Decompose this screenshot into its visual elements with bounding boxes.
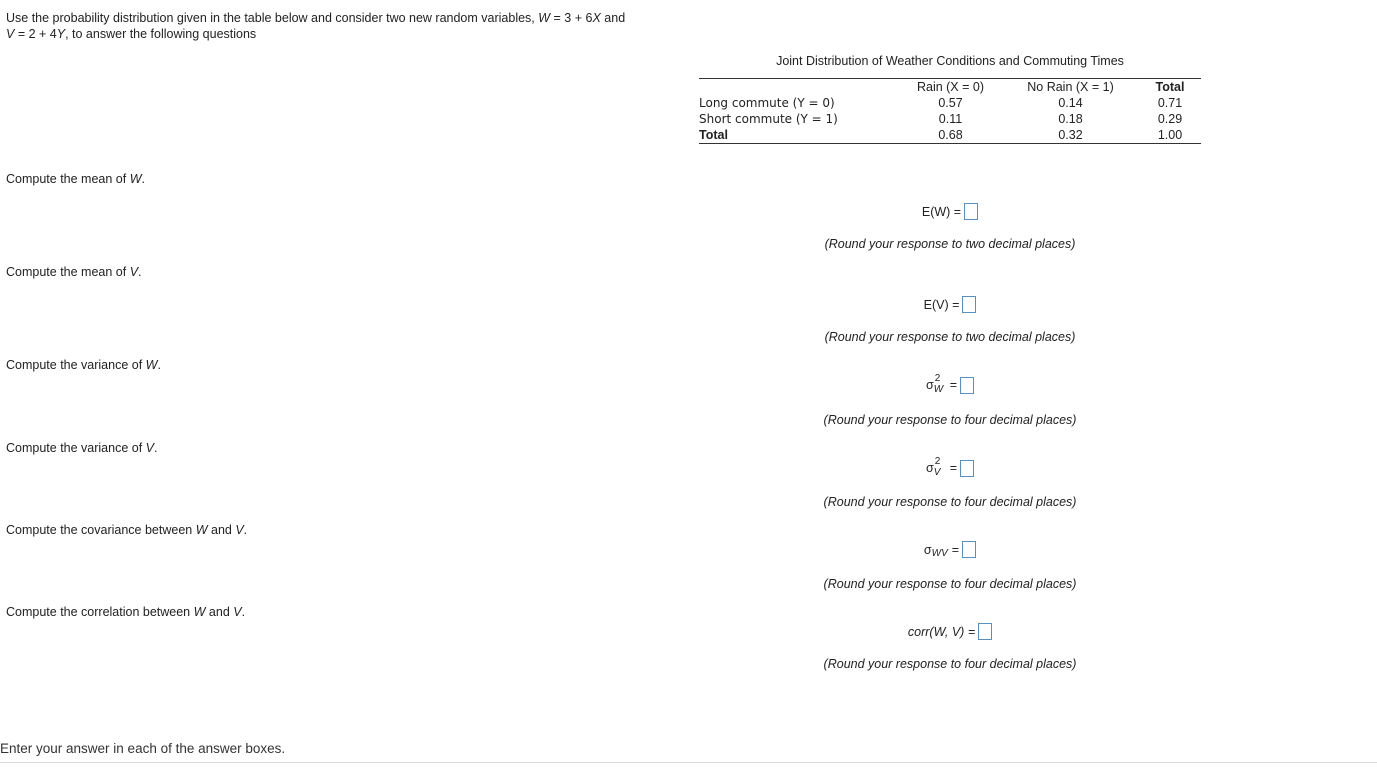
- question-var: V: [235, 523, 244, 537]
- round-hint: (Round your response to four decimal places): [823, 577, 1077, 591]
- sigma-symbol: σ: [923, 542, 932, 557]
- subscript: V: [933, 467, 941, 478]
- table-row: [699, 111, 1201, 127]
- question-text: Compute the variance of: [6, 441, 146, 455]
- sigma-symbol: σ: [925, 378, 934, 392]
- var-v: V: [6, 27, 15, 41]
- intro-text: = 2 + 4: [14, 27, 57, 41]
- joint-distribution-table: [699, 78, 1201, 144]
- table-cell: 0.18: [1058, 112, 1083, 126]
- equation-mean-v: [700, 296, 1200, 313]
- question-text: Compute the correlation between: [6, 605, 194, 619]
- row-label: Short commute (Y = 1): [699, 112, 838, 126]
- table-cell: 0.57: [938, 96, 963, 110]
- question-text: and: [205, 605, 234, 619]
- answer-box-correlation[interactable]: [978, 623, 992, 640]
- equals-sign: =: [951, 542, 960, 557]
- row-label: Long commute (Y = 0): [699, 96, 835, 110]
- var-y: Y: [56, 27, 66, 41]
- intro-text: , to answer the following questions: [65, 27, 257, 41]
- table-row: [699, 95, 1201, 111]
- question-variance-v: [6, 441, 158, 455]
- table-header-row: [699, 79, 1201, 96]
- table-cell: 1.00: [1157, 128, 1183, 142]
- question-var: V: [145, 441, 155, 455]
- intro-text: = 3 + 6: [550, 11, 593, 25]
- round-hint: (Round your response to two decimal places): [824, 330, 1076, 344]
- sup-sub: [933, 456, 946, 478]
- table-header-rain: Rain (X = 0): [916, 80, 985, 94]
- row-label: Total: [699, 128, 728, 142]
- question-text: Compute the covariance between: [6, 523, 196, 537]
- superscript: 2: [934, 456, 941, 467]
- question-end: .: [141, 172, 145, 186]
- equation-variance-w: [700, 373, 1200, 395]
- table-header-blank: [699, 79, 899, 96]
- question-var: V: [233, 605, 242, 619]
- table-cell: 0.68: [938, 128, 963, 142]
- table-row-total: [699, 127, 1201, 144]
- subscript: WV: [931, 548, 948, 559]
- table-cell: 0.32: [1058, 128, 1083, 142]
- question-end: .: [138, 265, 142, 279]
- sup-sub: [933, 373, 946, 395]
- intro-text: and: [600, 11, 626, 25]
- question-end: .: [243, 523, 248, 537]
- table-header-no-rain: No Rain (X = 1): [1027, 80, 1114, 94]
- question-var: V: [129, 265, 139, 279]
- equals-sign: =: [949, 461, 958, 475]
- question-text: and: [207, 523, 236, 537]
- table-cell: 0.71: [1157, 96, 1183, 110]
- question-var: W: [193, 605, 206, 619]
- table-cell: 0.11: [938, 112, 963, 126]
- question-covariance: [6, 523, 247, 537]
- equation-covariance: [700, 541, 1200, 558]
- question-text: Compute the mean of: [6, 265, 130, 279]
- question-var: W: [195, 523, 208, 537]
- equation-label: E(W) =: [921, 204, 962, 219]
- footer-instructions: Enter your answer in each of the answer boxes.: [0, 741, 286, 756]
- answer-box-mean-v[interactable]: [962, 296, 976, 313]
- superscript: 2: [934, 373, 941, 384]
- question-text: Compute the variance of: [6, 358, 146, 372]
- question-var: W: [145, 358, 158, 372]
- question-correlation: [6, 605, 245, 619]
- question-var: W: [129, 172, 142, 186]
- round-hint: (Round your response to four decimal places): [823, 413, 1077, 427]
- problem-intro: [6, 10, 706, 42]
- answer-box-mean-w[interactable]: [964, 203, 978, 220]
- question-variance-w: [6, 358, 161, 372]
- equation-variance-v: [700, 456, 1200, 478]
- round-hint: (Round your response to four decimal places): [823, 495, 1077, 509]
- intro-text: Use the probability distribution given in the table below and consider two new random variables,: [6, 11, 539, 25]
- sigma-symbol: σ: [925, 461, 934, 475]
- equation-correlation: [700, 623, 1200, 640]
- table-cell: 0.29: [1157, 112, 1183, 126]
- answer-box-variance-v[interactable]: [960, 460, 974, 477]
- var-w: W: [538, 11, 551, 25]
- round-hint: (Round your response to two decimal places): [824, 237, 1076, 251]
- table-header-total: Total: [1155, 80, 1185, 94]
- subscript: W: [933, 384, 944, 395]
- equals-sign: =: [949, 378, 958, 392]
- question-text: Compute the mean of: [6, 172, 130, 186]
- round-hint: (Round your response to four decimal places): [823, 657, 1077, 671]
- footer-divider: [0, 762, 1377, 763]
- answer-box-variance-w[interactable]: [960, 377, 974, 394]
- var-x: X: [592, 11, 601, 25]
- question-mean-w: [6, 172, 145, 186]
- question-end: .: [157, 358, 161, 372]
- answer-box-covariance[interactable]: [962, 541, 976, 558]
- question-mean-v: [6, 265, 142, 279]
- equation-label: corr(W, V) =: [907, 624, 976, 639]
- question-end: .: [154, 441, 158, 455]
- equation-label: E(V) =: [923, 297, 960, 312]
- question-end: .: [241, 605, 246, 619]
- table-title: Joint Distribution of Weather Conditions and Commuting Times: [776, 54, 1124, 68]
- table-cell: 0.14: [1058, 96, 1083, 110]
- equation-mean-w: [700, 203, 1200, 220]
